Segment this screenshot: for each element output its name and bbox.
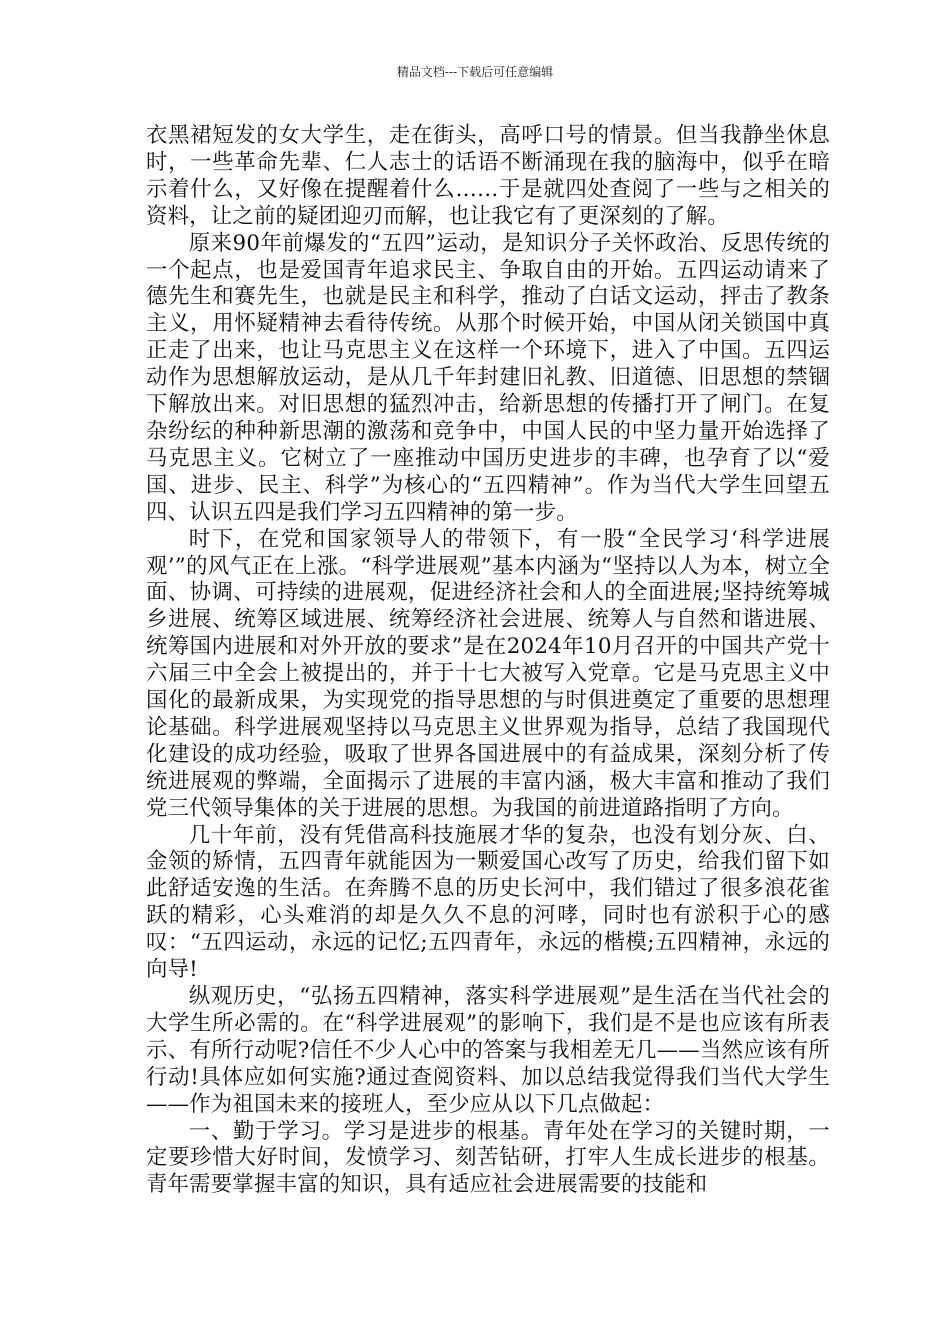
paragraph-point-one-study: 一、勤于学习。学习是进步的根基。青年处在学习的关键时期，一定要珍惜大好时间，发愤学习、刻苦钻研，打牢人生成长进步的根基。青年需要掌握丰富的知识，具有适应社会进展需要的技能和 [146,1118,830,1198]
paragraph-scientific-development: 时下，在党和国家领导人的带领下，有一股“全民学习‘科学进展观’”的风气正在上涨。“科学进展观”基本内涵为“坚持以人为本，树立全面、协调、可持续的进展观，促进经济社会和人的全面进展;坚持统筹城乡进展、统筹区域进展、统筹经济社会进展、统筹人与自然和谐进展、统筹国内进展和对外开放的要求”是在2024年10月召开的中国共产党十六届三中全会上被提出的，并于十七大被写入党章。它是马克思主义中国化的最新成果，为实现党的指导思想的与时俱进奠定了重要的思想理论基础。科学进展观坚持以马克思主义世界观为指导，总结了我国现代化建设的成功经验，吸取了世界各国进展中的有益成果，深刻分析了传统进展观的弊端，全面揭示了进展的丰富内涵，极大丰富和推动了我们党三代领导集体的关于进展的思想。为我国的前进道路指明了方向。 [146,526,830,821]
document-body [146,123,830,1199]
paragraph-intro-continuation: 衣黑裙短发的女大学生，走在街头，高呼口号的情景。但当我静坐休息时，一些革命先辈、仁人志士的话语不断涌现在我的脑海中，似乎在暗示着什么，又好像在提醒着什么……于是就四处查阅了一些与之相关的资料，让之前的疑团迎刃而解，也让我它有了更深刻的了解。 [146,123,830,229]
paragraph-reflection: 几十年前，没有凭借高科技施展才华的复杂，也没有划分灰、白、金领的矫情，五四青年就能因为一颗爱国心改写了历史，给我们留下如此舒适安逸的生活。在奔腾不息的历史长河中，我们错过了很多浪花雀跃的精彩，心头难消的却是久久不息的河哮，同时也有淤积于心的感叹：“五四运动，永远的记忆;五四青年，永远的楷模;五四精神，永远的向导! [146,822,830,983]
paragraph-may-fourth-history: 原来90年前爆发的“五四”运动，是知识分子关怀政治、反思传统的一个起点，也是爱国青年追求民主、争取自由的开始。五四运动请来了德先生和赛先生，也就是民主和科学，推动了白话文运动，抨击了教条主义，用怀疑精神去看待传统。从那个时候开始，中国从闭关锁国中真正走了出来，也让马克思主义在这样一个环境下，进入了中国。五四运动作为思想解放运动，是从几千年封建旧礼教、旧道德、旧思想的禁锢下解放出来。对旧思想的猛烈冲击，给新思想的传播打开了闸门。在复杂纷纭的种种新思潮的激荡和竞争中，中国人民的中坚力量开始选择了马克思主义。它树立了一座推动中国历史进步的丰碑，也孕育了以“爱国、进步、民主、科学”为核心的“五四精神”。作为当代大学生回望五四、认识五四是我们学习五四精神的第一步。 [146,230,830,525]
page-header: 精品文档---下载后可任意编辑 [396,65,554,79]
paragraph-action: 纵观历史，“弘扬五四精神，落实科学进展观”是生活在当代社会的大学生所必需的。在“科学进展观”的影响下，我们是不是也应该有所表示、有所行动呢?信任不少人心中的答案与我相差无几——当然应该有所行动!具体应如何实施?通过查阅资料、加以总结我觉得我们当代大学生——作为祖国未来的接班人，至少应从以下几点做起： [146,984,830,1117]
